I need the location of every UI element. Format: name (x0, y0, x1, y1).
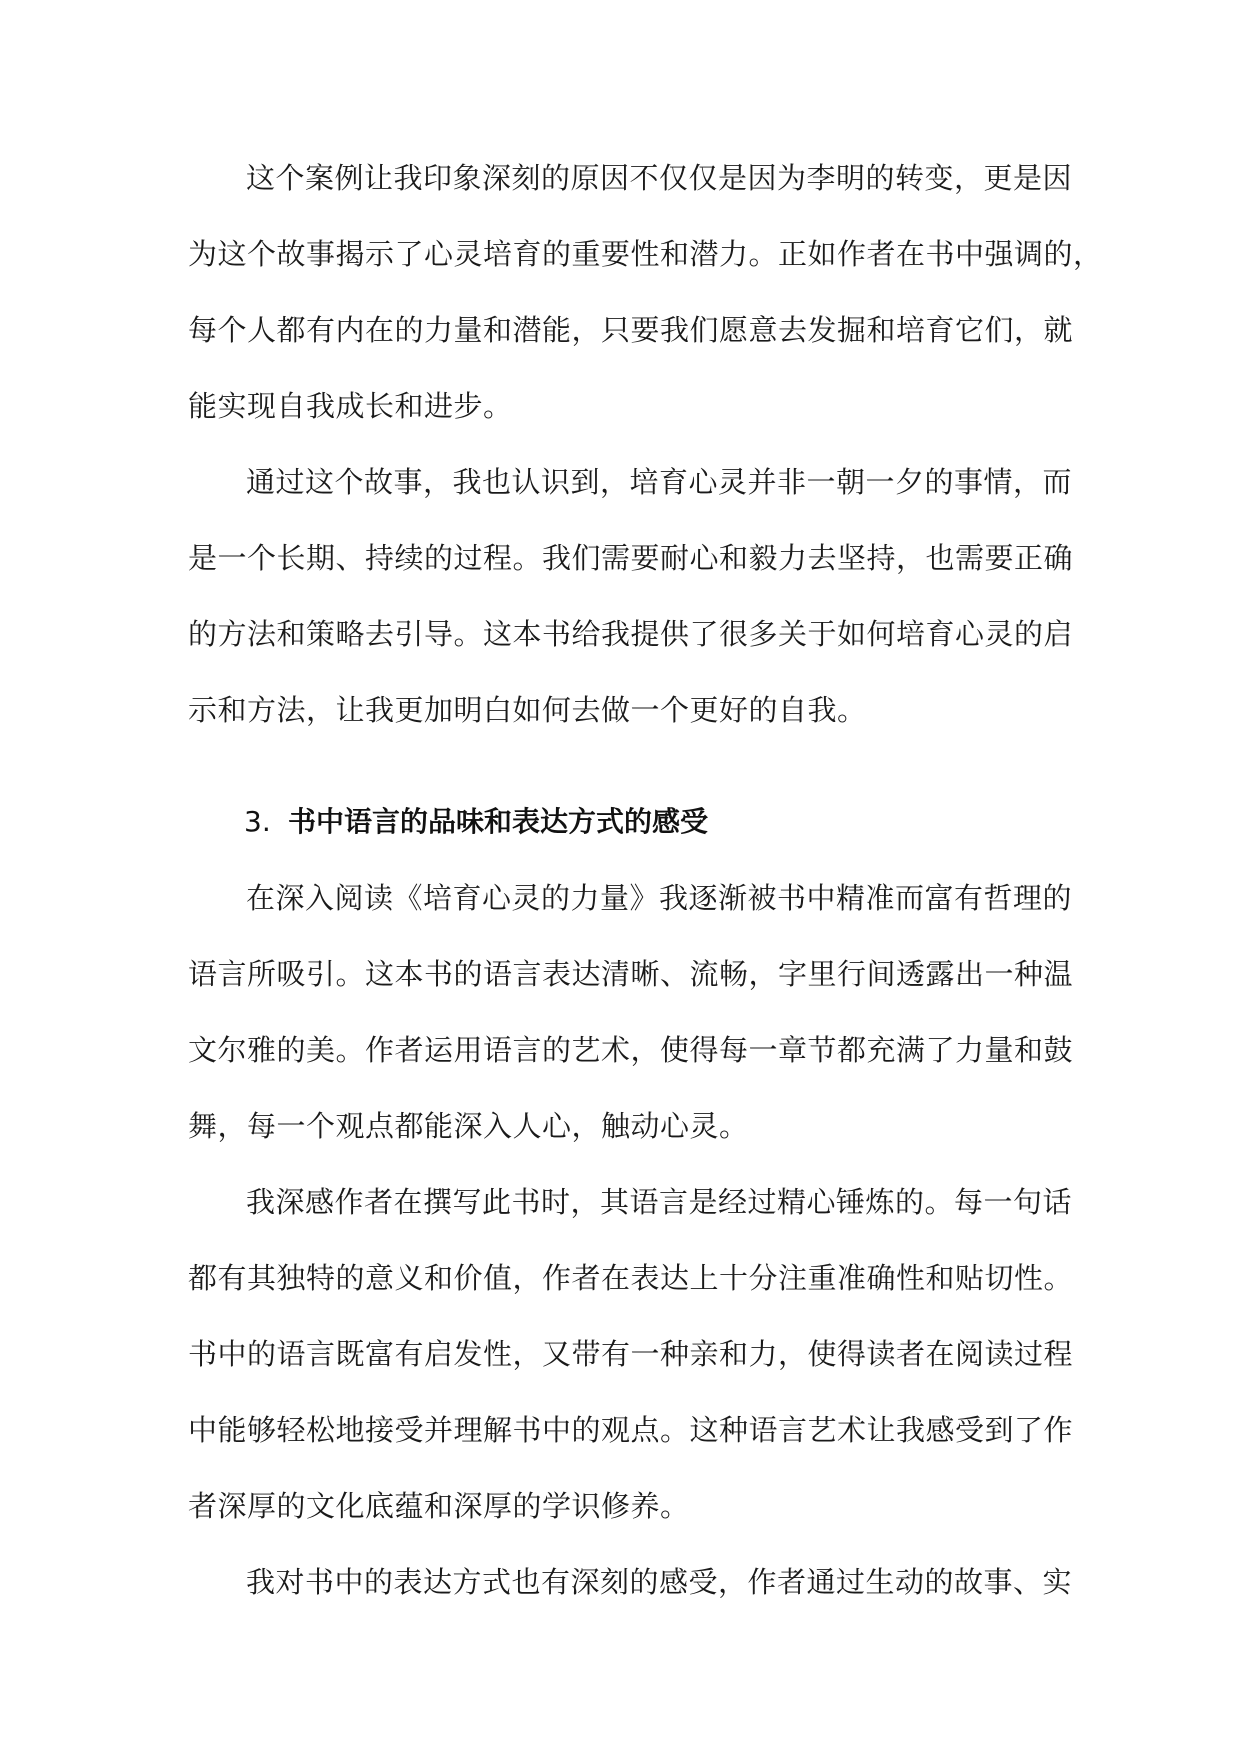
paragraph (188, 1164, 1088, 1544)
section-heading (188, 784, 1088, 860)
text-line: 书中的语言既富有启发性，又带有一种亲和力，使得读者在阅读过程 (188, 1337, 1074, 1371)
text-line: 语言所吸引。这本书的语言表达清晰、流畅，字里行间透露出一种温 (188, 957, 1074, 991)
paragraph (188, 140, 1103, 444)
text-line: 都有其独特的意义和价值，作者在表达上十分注重准确性和贴切性。 (188, 1261, 1074, 1295)
text-line: 为这个故事揭示了心灵培育的重要性和潜力。正如作者在书中强调的， (188, 237, 1103, 271)
text-line: 通过这个故事，我也认识到，培育心灵并非一朝一夕的事情，而 (246, 465, 1073, 499)
section-spacer (188, 748, 1088, 784)
text-line: 文尔雅的美。作者运用语言的艺术，使得每一章节都充满了力量和鼓 (188, 1033, 1074, 1067)
text-line: 在深入阅读《培育心灵的力量》我逐渐被书中精准而富有哲理的 (246, 881, 1073, 915)
paragraph (188, 1544, 1088, 1620)
text-line: 中能够轻松地接受并理解书中的观点。这种语言艺术让我感受到了作 (188, 1413, 1074, 1447)
text-line: 我对书中的表达方式也有深刻的感受，作者通过生动的故事、实 (246, 1565, 1073, 1599)
paragraph (188, 444, 1088, 748)
text-line: 者深厚的文化底蕴和深厚的学识修养。 (188, 1489, 690, 1523)
text-line: 示和方法，让我更加明白如何去做一个更好的自我。 (188, 693, 867, 727)
text-line: 能实现自我成长和进步。 (188, 389, 513, 423)
text-line: 这个案例让我印象深刻的原因不仅仅是因为李明的转变，更是因 (246, 161, 1073, 195)
section-title: 书中语言的品味和表达方式的感受 (288, 805, 709, 838)
document-body (188, 140, 1103, 1620)
section-number: 3. (244, 805, 271, 838)
text-line: 舞，每一个观点都能深入人心，触动心灵。 (188, 1109, 749, 1143)
text-line: 是一个长期、持续的过程。我们需要耐心和毅力去坚持，也需要正确 (188, 541, 1074, 575)
paragraph (188, 860, 1088, 1164)
text-line: 我深感作者在撰写此书时，其语言是经过精心锤炼的。每一句话 (246, 1185, 1073, 1219)
text-line: 的方法和策略去引导。这本书给我提供了很多关于如何培育心灵的启 (188, 617, 1074, 651)
text-line: 每个人都有内在的力量和潜能，只要我们愿意去发掘和培育它们，就 (188, 313, 1074, 347)
